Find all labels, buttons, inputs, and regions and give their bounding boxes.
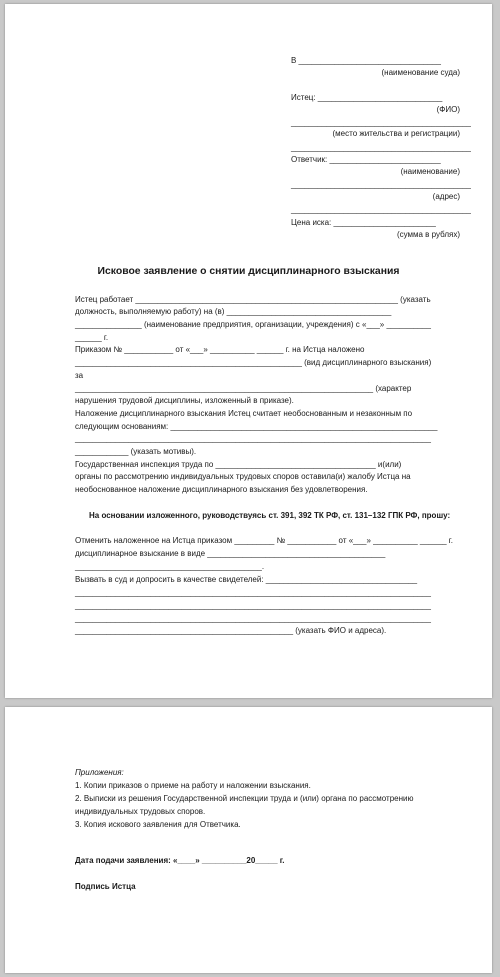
blank-line-3: _________________________________________	[291, 180, 471, 189]
document-page-1	[5, 4, 492, 698]
body-line: _______________ (наименование предприятия, организации, учреждения) с «___» __________	[75, 320, 431, 329]
body-line: ___________________________________________________________________ (характер	[75, 384, 412, 393]
body-line: нарушения трудовой дисциплины, изложенный в приказе).	[75, 396, 294, 405]
court-field: В ________________________________	[291, 56, 441, 65]
blank-line-2: _________________________________________	[291, 143, 471, 152]
attachment-item: 1. Копии приказов о приеме на работу и наложении взыскания.	[75, 781, 311, 790]
signature-label: Подпись Истца	[75, 882, 136, 891]
body-line: Приказом № ___________ от «___» __________ ______ г. на Истца наложено	[75, 345, 365, 354]
attachment-item: 3. Копия искового заявления для Ответчика.	[75, 820, 241, 829]
body-line: ______ г.	[75, 333, 109, 342]
attachments-title: Приложения:	[75, 768, 124, 777]
body-line: ____________ (указать мотивы).	[75, 447, 197, 456]
filing-date-label: Дата подачи заявления: «____» __________20_____ г.	[75, 856, 285, 865]
body-line: Наложение дисциплинарного взыскания Истец считает необоснованным и незаконным по	[75, 409, 413, 418]
request-line: __________________________________________.	[75, 562, 265, 571]
claim-price-field: Цена иска: _______________________	[291, 218, 436, 227]
body-line: за	[75, 371, 84, 380]
body-line: следующим основаниям: ____________________________________________________________	[75, 422, 438, 431]
request-line: ________________________________________________________________________________	[75, 588, 431, 597]
court-note: (наименование суда)	[381, 68, 460, 77]
body-line: ___________________________________________________ (вид дисциплинарного взыскания)	[75, 358, 432, 367]
basis-paragraph: На основании изложенного, руководствуясь ст. 391, 392 ТК РФ, ст. 131–132 ГПК РФ, прошу:	[89, 511, 451, 520]
defendant-field: Ответчик: _________________________	[291, 155, 441, 164]
request-line: Вызвать в суд и допросить в качестве свидетелей: __________________________________	[75, 575, 418, 584]
request-line: ________________________________________________________________________________	[75, 601, 431, 610]
body-line: должность, выполняемую работу) на (в) _____________________________________	[75, 307, 392, 316]
body-line: Государственная инспекция труда по ____________________________________ и(или)	[75, 460, 402, 469]
address-note: (адрес)	[432, 192, 460, 201]
residence-note: (место жительства и регистрации)	[332, 129, 460, 138]
name-note: (наименование)	[400, 167, 460, 176]
document-page-2	[5, 707, 492, 973]
request-line: дисциплинарное взыскание в виде ________________________________________	[75, 549, 386, 558]
body-line: Истец работает ___________________________________________________________ (указать	[75, 295, 431, 304]
document-title: Исковое заявление о снятии дисциплинарного взыскания	[97, 266, 400, 277]
sum-note: (сумма в рублях)	[396, 230, 460, 239]
request-line: ________________________________________________________________________________	[75, 614, 431, 623]
blank-line-1: _________________________________________	[291, 118, 471, 127]
body-line: органы по рассмотрению индивидуальных трудовых споров оставила(и) жалобу Истца на	[75, 472, 411, 481]
plaintiff-field: Истец: ____________________________	[291, 93, 443, 102]
blank-line-4: _________________________________________	[291, 205, 471, 214]
request-line: Отменить наложенное на Истца приказом _________ № ___________ от «___» __________ ______ г.	[75, 536, 453, 545]
body-line: необоснованное наложение дисциплинарного взыскания без удовлетворения.	[75, 485, 368, 494]
body-line: ________________________________________________________________________________	[75, 434, 431, 443]
attachment-item: индивидуальных трудовых споров.	[75, 807, 206, 816]
fio-note: (ФИО)	[436, 105, 460, 114]
attachment-item: 2. Выписки из решения Государственной инспекции труда и (или) органа по рассмотрению	[75, 794, 414, 803]
request-line: _________________________________________________ (указать ФИО и адреса).	[75, 626, 387, 635]
